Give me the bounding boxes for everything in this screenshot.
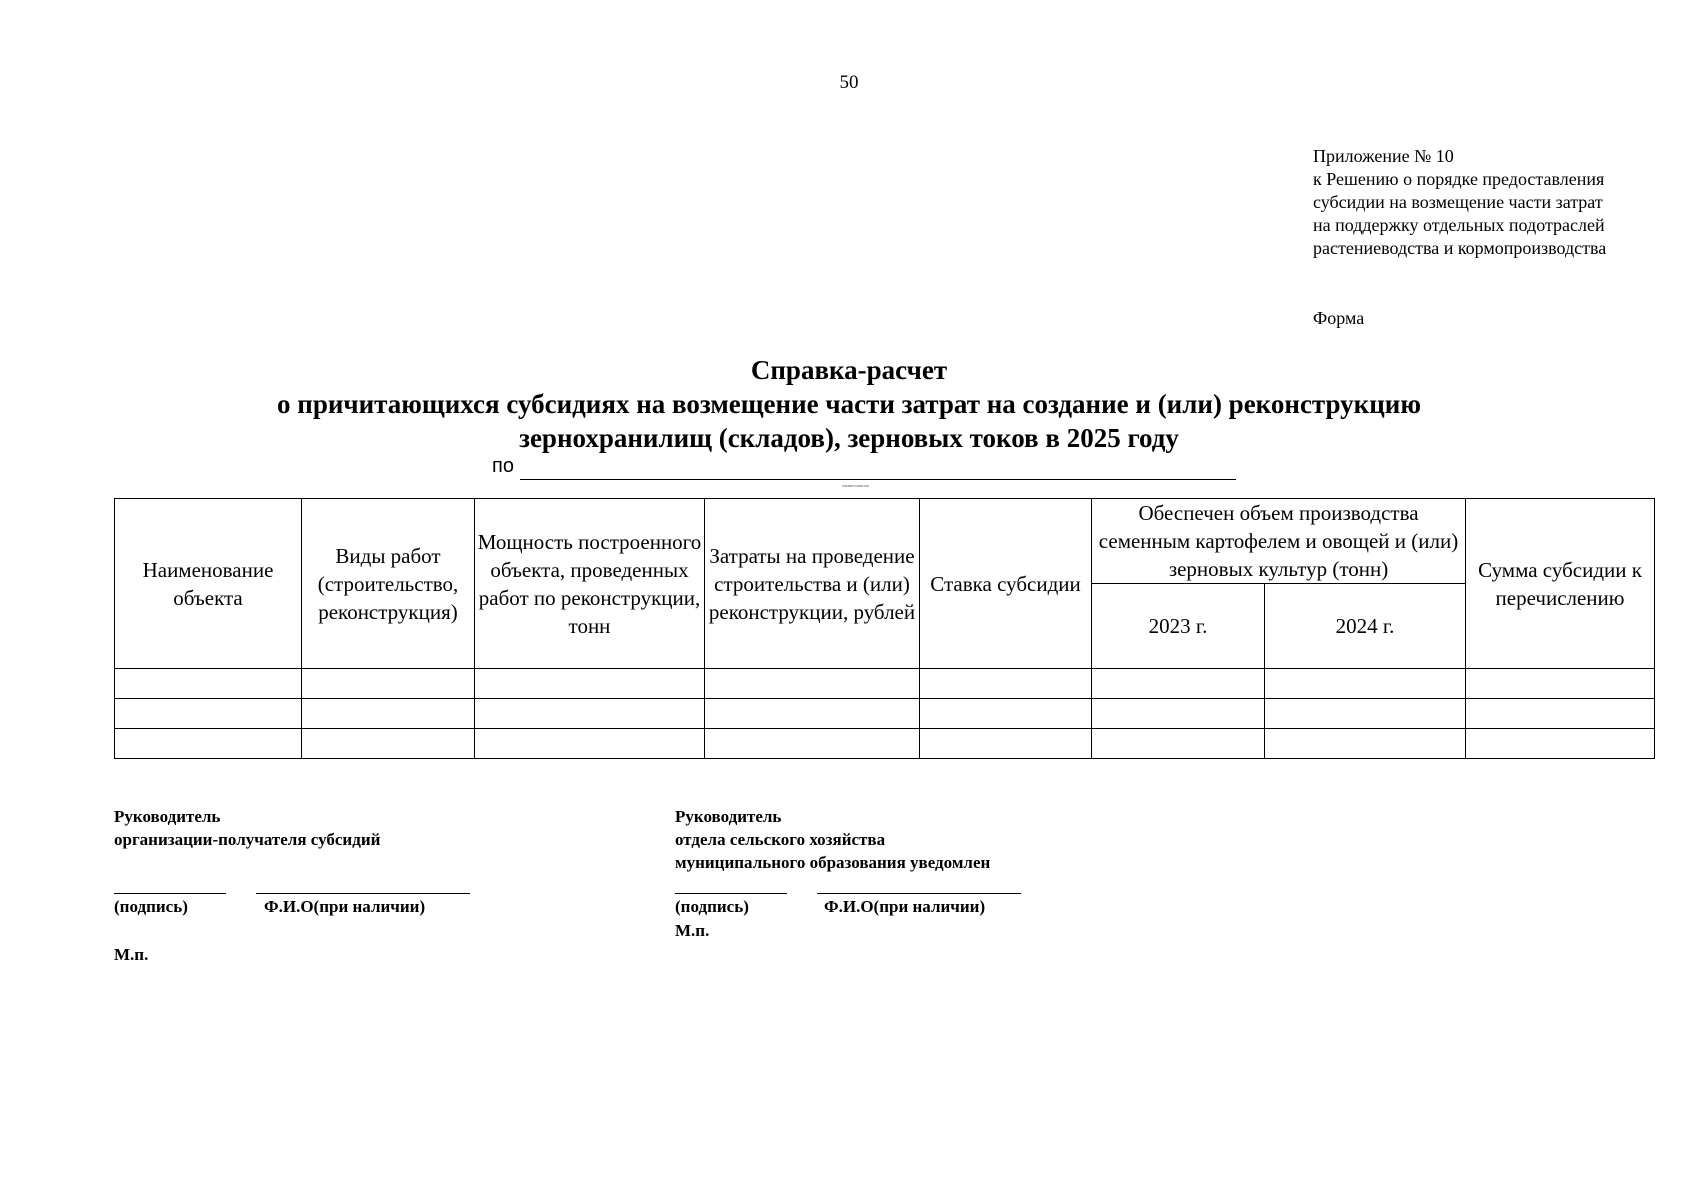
left-signatory-line-2: организации-получателя субсидий xyxy=(114,830,381,849)
table-cell[interactable] xyxy=(1466,699,1655,729)
table-cell[interactable] xyxy=(1265,669,1466,699)
table-cell[interactable] xyxy=(475,729,705,759)
right-signature-caption: (подпись) xyxy=(675,897,749,916)
right-signature-line[interactable] xyxy=(675,893,787,894)
title-line-3: зернохранилищ (складов), зерновых токов в 2025 году xyxy=(519,423,1179,453)
calculation-table xyxy=(114,498,1655,759)
right-stamp-label: М.п. xyxy=(675,921,710,940)
table-cell[interactable] xyxy=(302,669,475,699)
document-title xyxy=(0,353,1698,455)
left-signature-line[interactable] xyxy=(114,893,226,894)
appendix-line: Приложение № 10 xyxy=(1313,146,1454,166)
table-cell[interactable] xyxy=(1265,699,1466,729)
table-cell[interactable] xyxy=(705,699,920,729)
table-row xyxy=(115,669,1655,699)
right-name-caption: Ф.И.О(при наличии) xyxy=(824,897,986,916)
table-cell[interactable] xyxy=(920,669,1092,699)
table-row xyxy=(115,729,1655,759)
page-number: 50 xyxy=(839,72,859,93)
right-name-line[interactable] xyxy=(817,893,1021,894)
table-cell[interactable] xyxy=(302,699,475,729)
header-costs: Затраты на проведение строительства и (или) реконструкции, рублей xyxy=(705,499,920,669)
table-cell[interactable] xyxy=(920,699,1092,729)
appendix-line: на поддержку отдельных подотраслей xyxy=(1313,215,1605,235)
appendix-line: растениеводства и кормопроизводства xyxy=(1313,238,1607,258)
table-cell[interactable] xyxy=(920,729,1092,759)
header-year-2024: 2024 г. xyxy=(1265,584,1466,669)
left-name-line[interactable] xyxy=(256,893,470,894)
right-signatory-line-2: отдела сельского хозяйства xyxy=(675,830,886,849)
table-cell[interactable] xyxy=(1466,729,1655,759)
right-signatory-line-1: Руководитель xyxy=(675,807,782,826)
table-cell[interactable] xyxy=(1092,729,1265,759)
title-line-1: Справка-расчет xyxy=(750,355,948,385)
left-signature-caption: (подпись) xyxy=(114,897,188,916)
table-cell[interactable] xyxy=(705,669,920,699)
po-hint: наименование xyxy=(842,483,870,488)
left-stamp-label: М.п. xyxy=(114,945,149,964)
po-underline[interactable] xyxy=(520,479,1236,480)
table-cell[interactable] xyxy=(302,729,475,759)
header-subsidy-sum: Сумма субсидии к перечислению xyxy=(1466,499,1655,669)
po-prefix: по xyxy=(492,455,514,477)
table-row xyxy=(115,699,1655,729)
header-year-2023: 2023 г. xyxy=(1092,584,1265,669)
left-name-caption: Ф.И.О(при наличии) xyxy=(264,897,426,916)
table-cell[interactable] xyxy=(1265,729,1466,759)
table-cell[interactable] xyxy=(115,729,302,759)
appendix-line: к Решению о порядке предоставления xyxy=(1313,169,1605,189)
table-cell[interactable] xyxy=(115,699,302,729)
header-volume-group: Обеспечен объем производства семенным картофелем и овощей и (или) зерновых культур (тонн) xyxy=(1092,499,1466,584)
title-line-2: о причитающихся субсидиях на возмещение части затрат на создание и (или) реконструкцию xyxy=(277,389,1421,419)
header-work-type: Виды работ (строительство, реконструкция) xyxy=(302,499,475,669)
table-cell[interactable] xyxy=(115,669,302,699)
po-field xyxy=(492,455,1244,488)
appendix-reference xyxy=(1313,145,1606,260)
table-cell[interactable] xyxy=(1466,669,1655,699)
right-signatory-line-3: муниципального образования уведомлен xyxy=(675,853,991,872)
header-rate: Ставка субсидии xyxy=(920,499,1092,669)
table-cell[interactable] xyxy=(1092,669,1265,699)
appendix-line: субсидии на возмещение части затрат xyxy=(1313,192,1603,212)
left-signatory-line-1: Руководитель xyxy=(114,807,221,826)
left-signatory-title xyxy=(114,805,380,851)
header-capacity: Мощность построенного объекта, проведенных работ по реконструкции, тонн xyxy=(475,499,705,669)
table-cell[interactable] xyxy=(475,669,705,699)
header-object-name: Наименование объекта xyxy=(115,499,302,669)
table-cell[interactable] xyxy=(705,729,920,759)
table-cell[interactable] xyxy=(475,699,705,729)
form-label: Форма xyxy=(1313,308,1365,328)
right-signatory-title xyxy=(675,805,990,874)
table-cell[interactable] xyxy=(1092,699,1265,729)
